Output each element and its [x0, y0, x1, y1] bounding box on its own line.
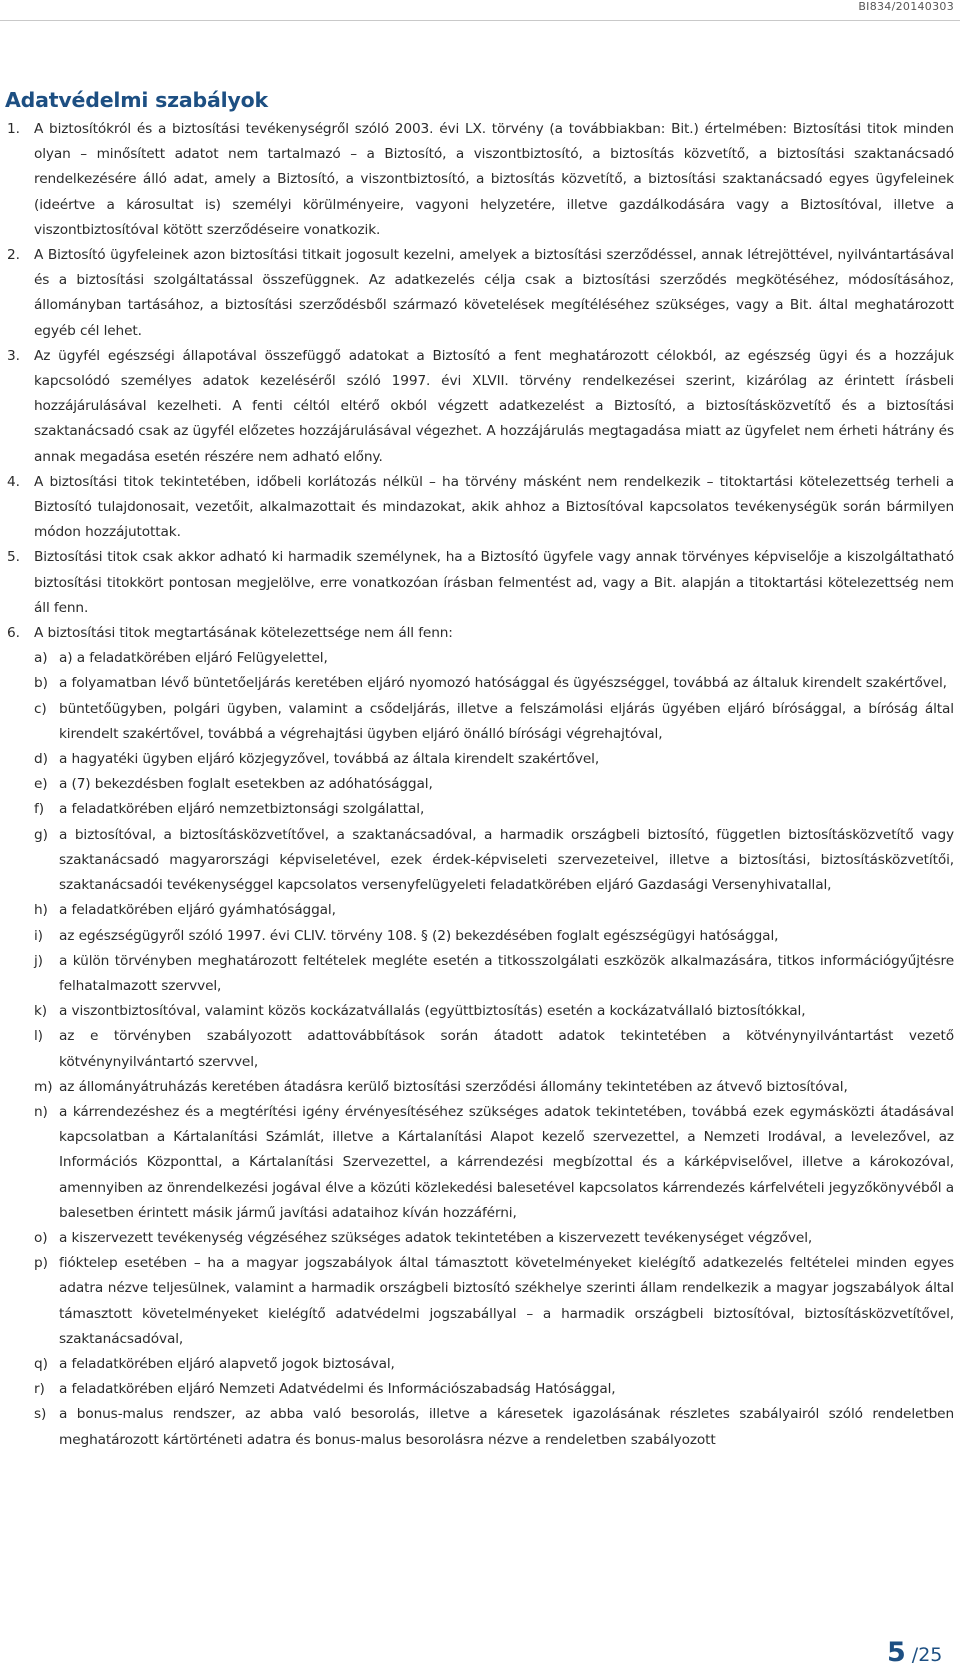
list-item-label: s) — [34, 1406, 47, 1423]
list-item-text: a kárrendezéshez és a megtérítési igény érvényesítéséhez szükséges adatok tekintetében, továbbá ezek egymásközti átadásával kapcsolatban a Kártalanítási Számlát, illetve a Kártalanítási Alapot kezelő szervezettel, a Nemzeti Irodával, a levelezővel, az Információs Központtal, a Kártalanítási Szervezettel, a kárrendezési megbízottal és a kárképviselővel, illetve a károkozóval, amennyiben az önrendelkezési jogával élve a közúti közlekedési balesetével kapcsolatos kárrendezés kárfelvételi jegyzőkönyvéből a balesetben érintett másik jármű javítási adataihoz kíván hozzáférni, — [59, 1103, 954, 1221]
list-item — [7, 1075, 954, 1100]
list-item — [7, 823, 954, 899]
list-item — [7, 1377, 954, 1402]
list-item-text: a) a feladatkörében eljáró Felügyelettel, — [59, 650, 328, 667]
list-item-text: a feladatkörében eljáró alapvető jogok biztosával, — [59, 1355, 395, 1372]
paragraph-text: Az ügyfél egészségi állapotával összefüggő adatokat a Biztosító a fent meghatározott célokból, az egészség ügyi és a hozzájuk kapcsolódó személyes adatok kezeléséről szóló 1997. évi XLVII. törvény rendelkezései szerint, kizárólag az érintett írásbeli hozzájárulásával kezelheti. A fenti céltól eltérő okból végzett adatkezelést a Biztosító, a biztosításközvetítő és a biztosítási szaktanácsadó csak az ügyfél előzetes hozzájárulásával végezhet. A hozzájárulás megtagadása miatt az ügyfelet nem érheti hátrány és annak megadása esetén részére nem adható előny. — [34, 347, 954, 465]
page-number — [887, 1637, 942, 1668]
list-item-text: a viszontbiztosítóval, valamint közös kockázatvállalás (együttbiztosítás) esetén a kockázatvállaló biztosítókkal, — [59, 1003, 806, 1020]
list-item-text: az állományátruházás keretében átadásra kerülő biztosítási szerződési állomány tekintetében az átvevő biztosítóval, — [59, 1078, 848, 1095]
list-item-text: a (7) bekezdésben foglalt esetekben az adóhatósággal, — [59, 776, 433, 793]
page-title: Adatvédelmi szabályok — [5, 88, 268, 112]
paragraph-number: 2. — [7, 247, 20, 264]
numbered-paragraph — [7, 117, 954, 243]
list-item-label: r) — [34, 1381, 45, 1398]
total-pages: /25 — [911, 1644, 943, 1666]
paragraph-text: A biztosítási titok megtartásának kötelezettsége nem áll fenn: — [34, 625, 453, 642]
list-item-text: a folyamatban lévő büntetőeljárás keretében eljáró nyomozó hatósággal és ügyészséggel, továbbá az általuk kirendelt szakértővel, — [59, 675, 947, 692]
list-item — [7, 772, 954, 797]
header-divider — [0, 20, 960, 21]
paragraph-number: 5. — [7, 549, 20, 566]
list-item-label: k) — [34, 1003, 48, 1020]
list-item-label: a) — [34, 650, 48, 667]
list-item — [7, 1226, 954, 1251]
numbered-paragraph — [7, 243, 954, 344]
paragraph-text: A biztosítási titok tekintetében, időbeli korlátozás nélkül – ha törvény másként nem rendelkezik – titoktartási kötelezettség terheli a Biztosító tulajdonosait, vezetőit, alkalmazottait és mindazokat, akik ahhoz a Biztosítóval kapcsolatos tevékenységük során bármilyen módon hozzájutottak. — [34, 473, 954, 541]
list-item-text: a feladatkörében eljáró Nemzeti Adatvédelmi és Információszabadság Hatósággal, — [59, 1381, 616, 1398]
list-item-label: e) — [34, 776, 48, 793]
document-code: BI834/20140303 — [858, 0, 954, 13]
list-item — [7, 646, 954, 671]
document-body — [7, 117, 954, 1453]
numbered-paragraph — [7, 545, 954, 621]
list-item-label: f) — [34, 801, 44, 818]
list-item-label: j) — [34, 952, 43, 969]
list-item-label: o) — [34, 1229, 48, 1246]
list-item-text: az egészségügyről szóló 1997. évi CLIV. törvény 108. § (2) bekezdésében foglalt egészségügyi hatósággal, — [59, 927, 779, 944]
paragraph-number: 6. — [7, 625, 20, 642]
paragraph-text: A biztosítókról és a biztosítási tevékenységről szóló 2003. évi LX. törvény (a továbbiakban: Bit.) értelmében: Biztosítási titok minden olyan – minősített adatot nem tartalmazó – a Biztosító, a viszontbiztosító, a biztosítás közvetítő, a biztosítási szaktanácsadó rendelkezésére álló adat, amely a Biztosító, a viszontbiztosító, a biztosítás közvetítő, a biztosítási szaktanácsadó egyes ügyfeleinek (ideértve a károsultat is) személyi körülményeire, vagyoni helyzetére, illetve gazdálkodására vagy a Biztosítóval, illetve a viszontbiztosítóval kötött szerződéseire vonatkozik. — [34, 121, 954, 238]
list-item — [7, 924, 954, 949]
numbered-paragraph — [7, 470, 954, 546]
list-item — [7, 671, 954, 696]
list-item — [7, 797, 954, 822]
list-item — [7, 898, 954, 923]
list-item — [7, 1024, 954, 1074]
list-item — [7, 949, 954, 999]
numbered-paragraph — [7, 344, 954, 470]
paragraph-number: 4. — [7, 473, 20, 490]
list-item-text: a kiszervezett tevékenység végzéséhez szükséges adatok tekintetében a kiszervezett tevékenységet végzővel, — [59, 1229, 813, 1246]
list-item-text: a hagyatéki ügyben eljáró közjegyzővel, továbbá az általa kirendelt szakértővel, — [59, 751, 600, 768]
list-item-label: p) — [34, 1255, 48, 1272]
list-item — [7, 747, 954, 772]
list-item-label: q) — [34, 1355, 48, 1372]
list-item-label: g) — [34, 826, 48, 843]
list-item-text: a bonus-malus rendszer, az abba való besorolás, illetve a káresetek igazolásának részletes szabályairól szóló rendeletben meghatározott kártörténeti adatra és bonus-malus besorolásra nézve a rendeletben szabályozott — [59, 1406, 954, 1448]
paragraph-number: 3. — [7, 347, 20, 364]
list-item-label: m) — [34, 1078, 53, 1095]
list-item-label: d) — [34, 751, 48, 768]
list-item — [7, 1251, 954, 1352]
list-item-label: h) — [34, 902, 48, 919]
list-item-label: n) — [34, 1103, 48, 1120]
paragraph-number: 1. — [7, 121, 20, 137]
list-item-text: a biztosítóval, a biztosításközvetítővel, a szaktanácsadóval, a harmadik országbeli biztosító, független biztosításközvetítő vagy szaktanácsadó magyarországi képviseletével, ezek érdek-képviseleti szervezeteivel, illetve a biztosítási, biztosításközvetítői, szaktanácsadói tevékenységgel kapcsolatos versenyfelügyeleti feladatkörében eljáró Gazdasági Versenyhivatallal, — [59, 826, 954, 894]
list-item-label: b) — [34, 675, 48, 692]
list-item — [7, 1352, 954, 1377]
list-item — [7, 999, 954, 1024]
current-page: 5 — [887, 1637, 906, 1668]
list-item-text: a feladatkörében eljáró gyámhatósággal, — [59, 902, 336, 919]
list-item-label: l) — [34, 1028, 43, 1045]
list-item-text: az e törvényben szabályozott adattovábbítások során átadott adatok tekintetében a kötvénynyilvántartást vezető kötvénynyilvántartó szervvel, — [59, 1028, 954, 1070]
paragraph-text: A Biztosító ügyfeleinek azon biztosítási titkait jogosult kezelni, amelyek a biztosítási szerződéssel, annak létrejöttével, nyilvántartásával és a biztosítási szolgáltatással összefüggnek. Az adatkezelés célja csak a biztosítási szerződés megkötéséhez, módosításához, állományban tartásához, a biztosítási szerződésből származó követelések megítéléséhez szükséges, vagy a Bit. által meghatározott egyéb cél lehet. — [34, 247, 954, 339]
paragraph-text: Biztosítási titok csak akkor adható ki harmadik személynek, ha a Biztosító ügyfele vagy annak törvényes képviselője a kiszolgáltatható biztosítási titokkört pontosan megjelölve, erre vonatkozóan írásban felmentést ad, vagy a Bit. alapján a titoktartási kötelezettség nem áll fenn. — [34, 549, 954, 616]
list-item-text: büntetőügyben, polgári ügyben, valamint a csődeljárás, illetve a felszámolási eljárás ügyében eljáró bírósággal, a bíróság által kirendelt szakértővel, továbbá a végrehajtási ügyben eljáró önálló bírósági végrehajtóval, — [59, 700, 954, 742]
list-item — [7, 1100, 954, 1226]
list-item — [7, 697, 954, 747]
list-item — [7, 1402, 954, 1452]
list-item-text: fióktelep esetében – ha a magyar jogszabályok által támasztott követelményeket kielégítő adatkezelés feltételei minden egyes adatra nézve teljesülnek, valamint a harmadik országbeli biztosító székhelye szerinti állam rendelkezik a magyar jogszabályok által támasztott követelményeket kielégítő adatvédelmi jogszabállyal – a harmadik országbeli biztosítóval, biztosításközvetítővel, szaktanácsadóval, — [59, 1255, 954, 1347]
list-item-label: i) — [34, 927, 43, 944]
list-item-text: a külön törvényben meghatározott feltételek megléte esetén a titkosszolgálati eszközök alkalmazására, titkos információgyűjtésre felhatalmazott szervvel, — [59, 952, 954, 994]
list-item-label: c) — [34, 700, 47, 717]
numbered-paragraph — [7, 621, 954, 646]
list-item-text: a feladatkörében eljáró nemzetbiztonsági szolgálattal, — [59, 801, 425, 818]
